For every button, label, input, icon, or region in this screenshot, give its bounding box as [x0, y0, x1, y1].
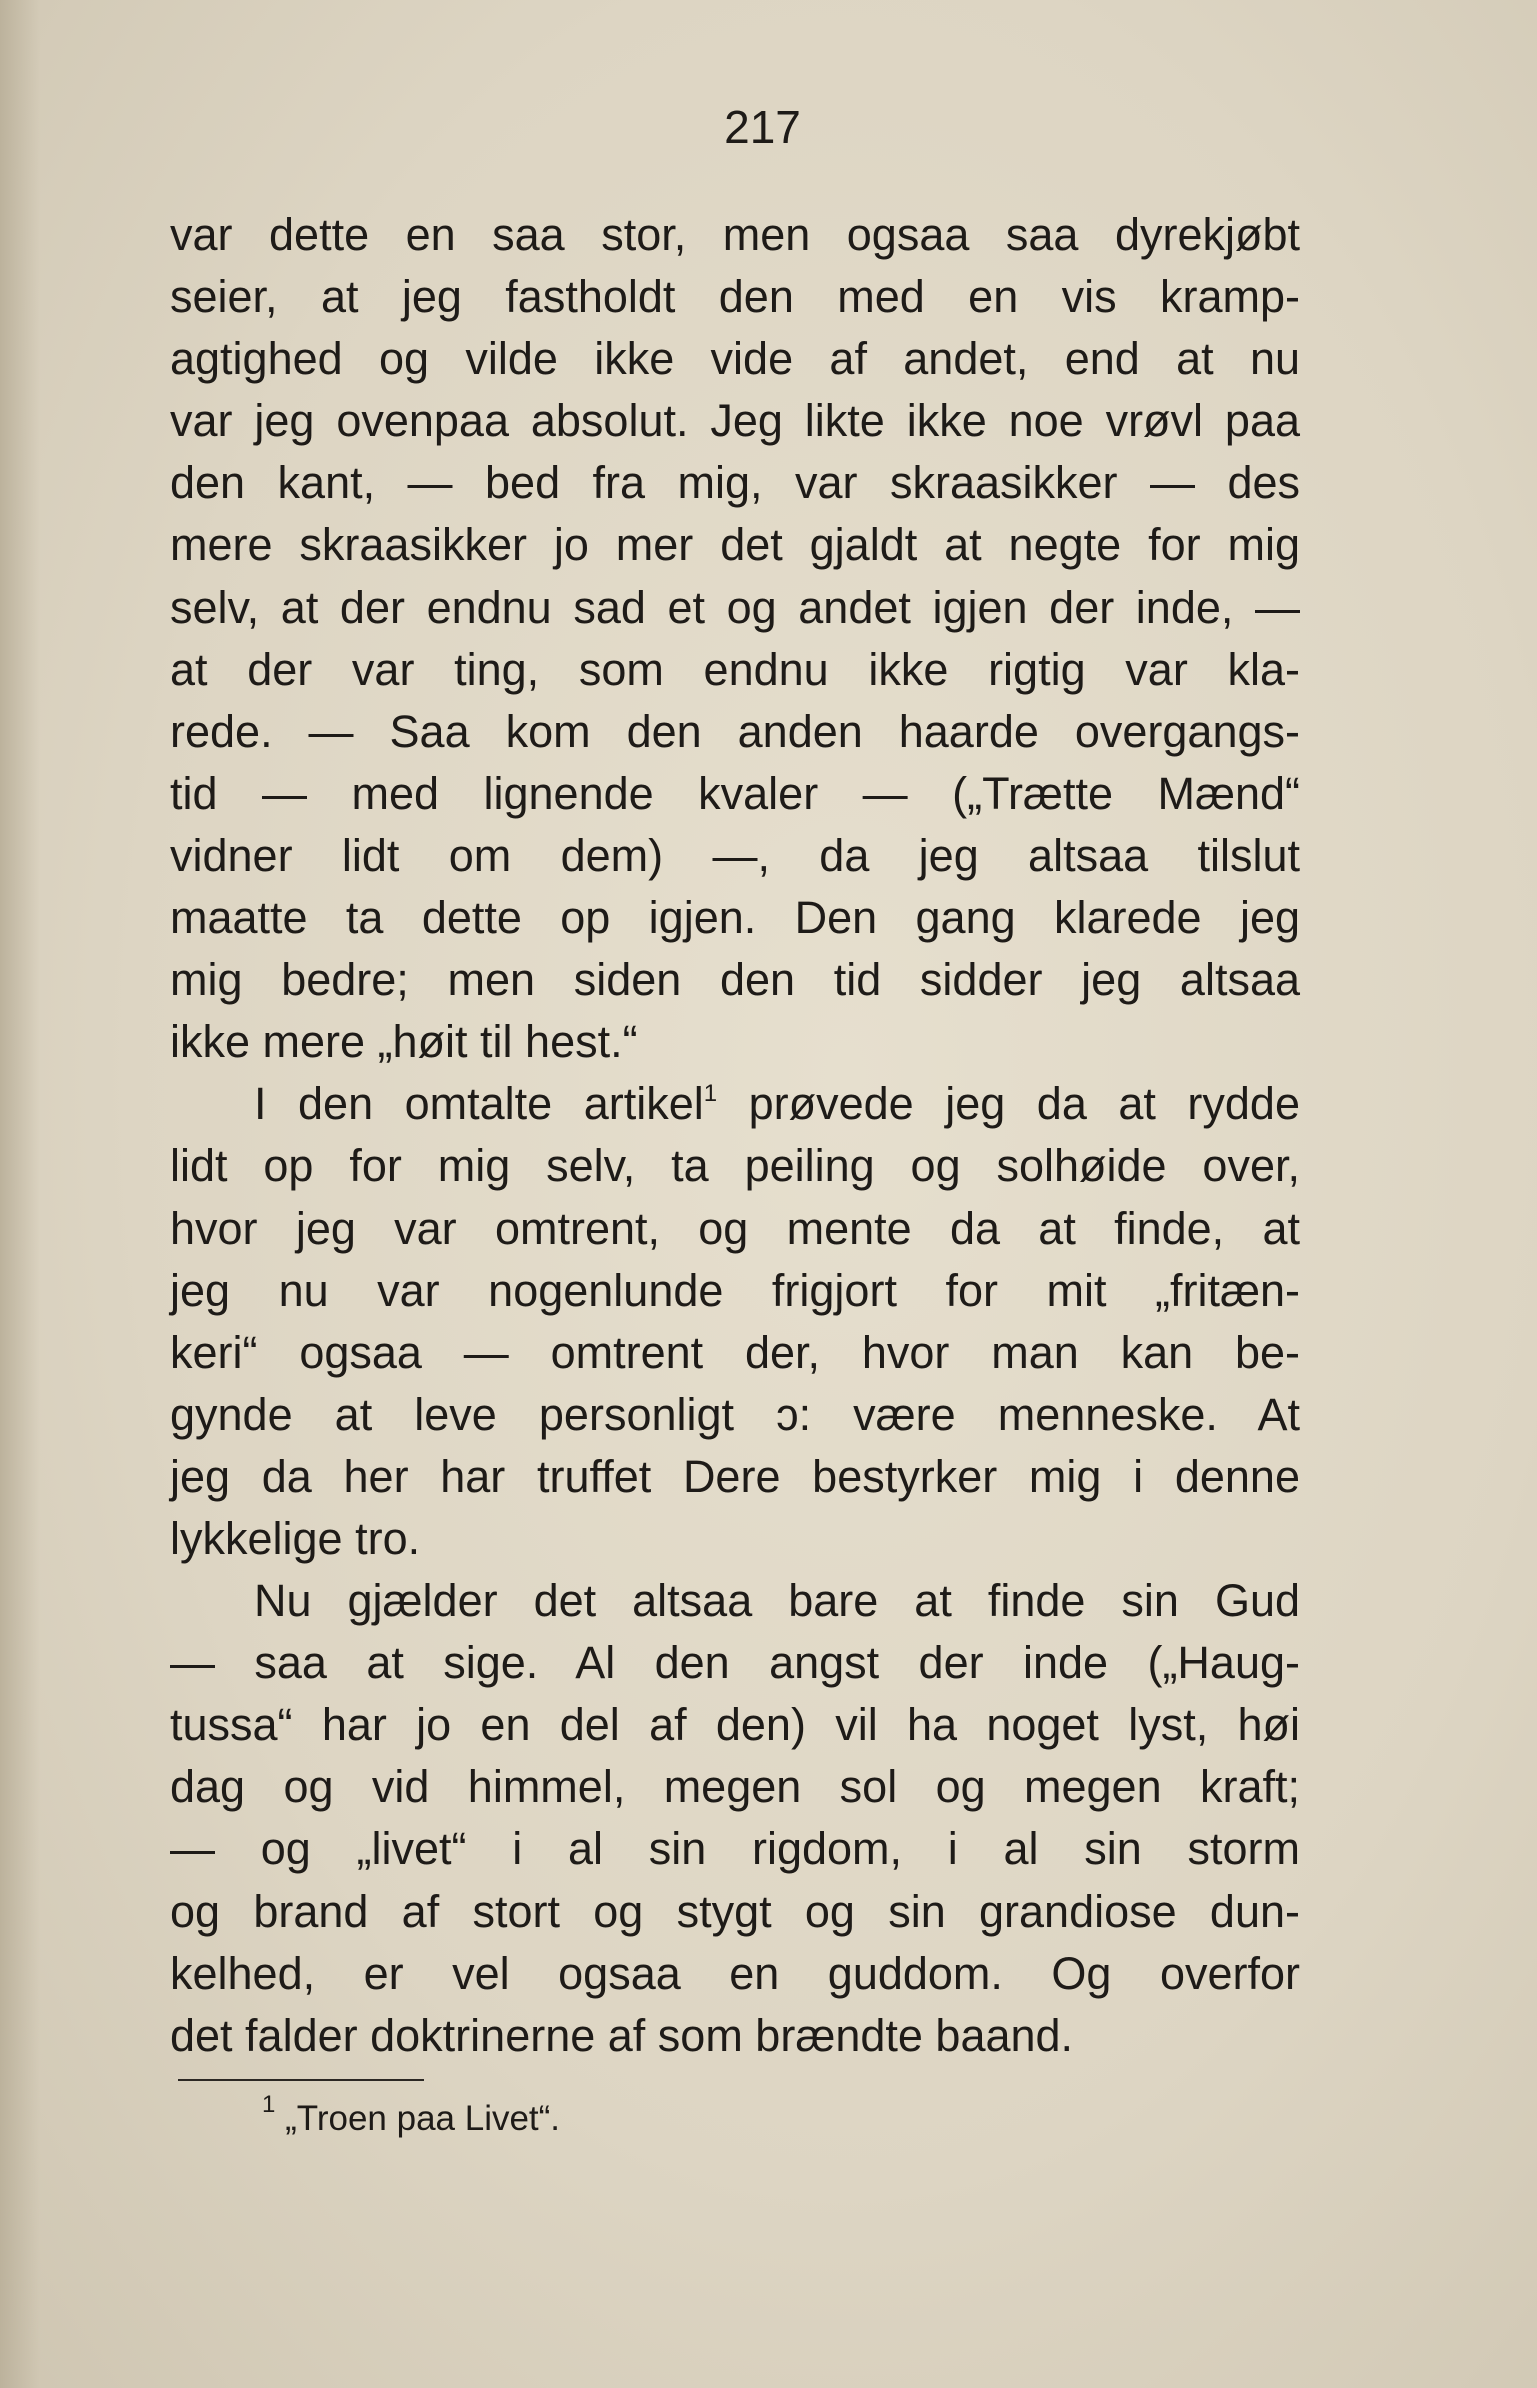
text-line: Nu gjælder det altsaa bare at finde sin Gud: [254, 1575, 1300, 1627]
text-line: hvor jeg var omtrent, og mente da at finde, at: [170, 1202, 1300, 1254]
text-line: maatte ta dette op igjen. Den gang klarede jeg: [170, 892, 1300, 944]
footnote-text: „Troen paa Livet“.: [285, 2099, 561, 2138]
text-line: det falder doktrinerne af som brændte baand.: [170, 2009, 1074, 2061]
text-line: jeg nu var nogenlunde frigjort for mit „fritæn-: [170, 1264, 1300, 1316]
text-line: keri“ ogsaa — omtrent der, hvor man kan be-: [170, 1326, 1300, 1378]
text-line: gynde at leve personligt ɔ: være menneske. At: [170, 1388, 1300, 1440]
text-line: at der var ting, som endnu ikke rigtig var kla-: [170, 643, 1300, 695]
text-line: vidner lidt om dem) —, da jeg altsaa tilslut: [170, 829, 1300, 881]
text-line: [170, 1073, 1300, 1135]
text-line: ikke mere „høit til hest.“: [170, 1016, 638, 1068]
text-line: rede. — Saa kom den anden haarde overgangs-: [170, 705, 1300, 757]
page-number: 217: [724, 101, 801, 153]
text-line: var dette en saa stor, men ogsaa saa dyrekjøbt: [170, 209, 1300, 260]
text-line: mere skraasikker jo mer det gjaldt at negte for mig: [170, 519, 1300, 571]
line-text: prøvede jeg da at rydde: [717, 1078, 1300, 1130]
text-line: mig bedre; men siden den tid sidder jeg altsaa: [170, 954, 1300, 1006]
text-line: — og „livet“ i al sin rigdom, i al sin storm: [170, 1823, 1300, 1875]
paragraph-1: [170, 204, 1300, 1073]
text-line: dag og vid himmel, megen sol og megen kraft;: [170, 1761, 1300, 1813]
text-line: tid — med lignende kvaler — („Trætte Mænd“: [170, 767, 1300, 819]
text-line: lykkelige tro.: [170, 1512, 421, 1564]
footnote-divider: [178, 2079, 424, 2081]
body-text: [170, 204, 1300, 2067]
text-line: agtighed og vilde ikke vide af andet, end at nu: [170, 333, 1300, 385]
footnote: [262, 2091, 561, 2141]
text-line: lidt op for mig selv, ta peiling og solhøide over,: [170, 1140, 1300, 1192]
footnote-reference: 1: [703, 1080, 718, 1108]
text-line: kelhed, er vel ogsaa en guddom. Og overfor: [170, 1947, 1300, 1999]
text-line: selv, at der endnu sad et og andet igjen der inde, —: [170, 581, 1300, 633]
text-line: tussa“ har jo en del af den) vil ha noget lyst, høi: [170, 1699, 1300, 1751]
text-line: den kant, — bed fra mig, var skraasikker — des: [170, 457, 1300, 509]
paragraph-3: [170, 1570, 1300, 2067]
line-text: I den omtalte artikel: [254, 1078, 704, 1130]
text-line: var jeg ovenpaa absolut. Jeg likte ikke noe vrøvl paa: [170, 395, 1300, 447]
text-line: — saa at sige. Al den angst der inde („Haug-: [170, 1637, 1300, 1689]
text-line: jeg da her har truffet Dere bestyrker mig i denne: [170, 1450, 1300, 1502]
footnote-marker: 1: [262, 2091, 276, 2118]
text-line: og brand af stort og stygt og sin grandiose dun-: [170, 1885, 1300, 1937]
text-line: seier, at jeg fastholdt den med en vis kramp-: [170, 271, 1300, 323]
paragraph-2: [170, 1073, 1300, 1570]
